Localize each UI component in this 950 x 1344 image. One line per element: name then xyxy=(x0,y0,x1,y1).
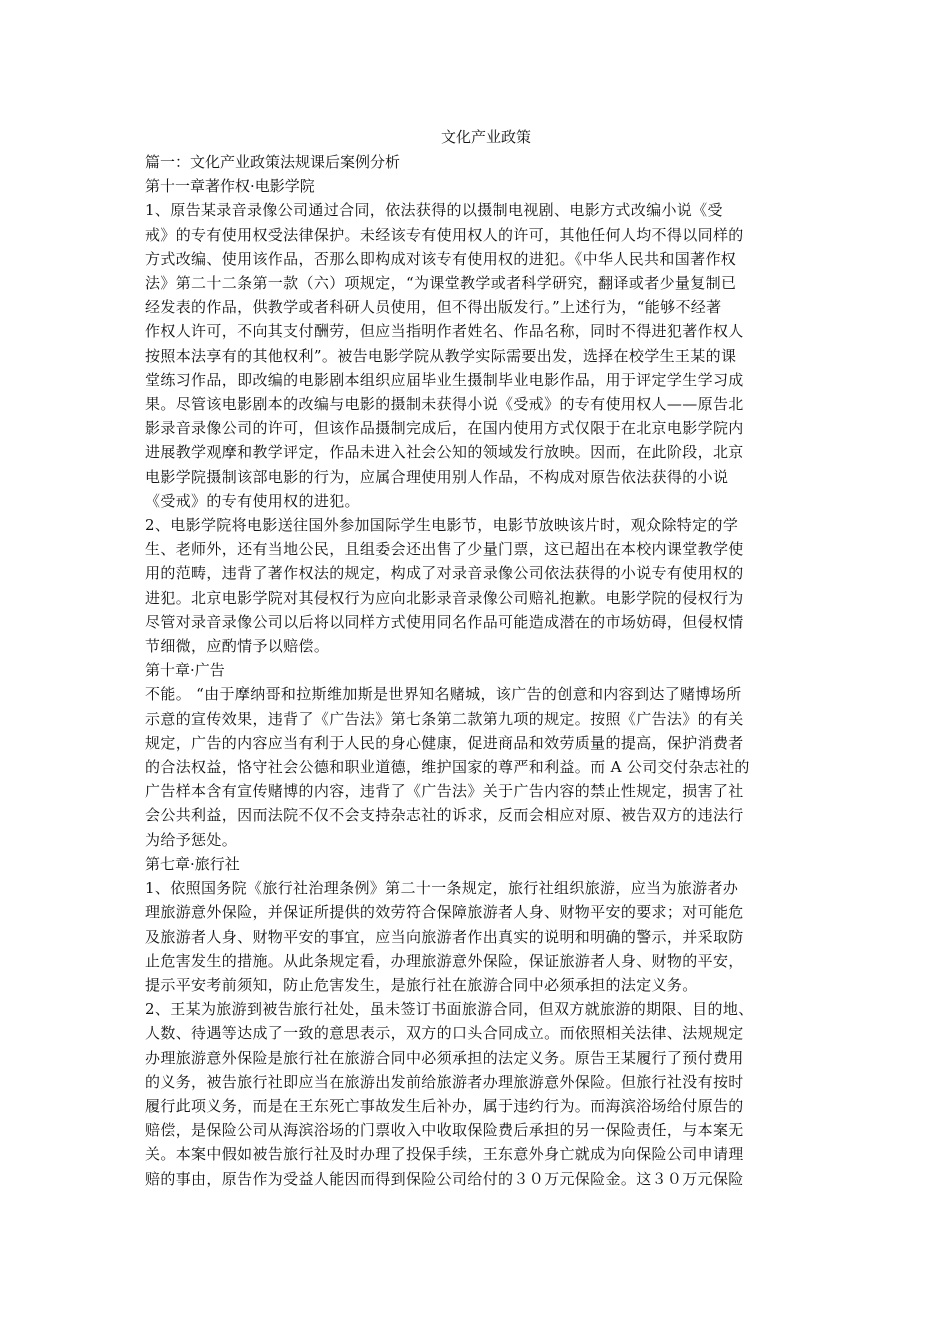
text-line: 方式改编、使用该作品，否那么即构成对该专有使用权的进犯。《中华人民共和国著作权 xyxy=(145,249,737,268)
part-heading: 篇一：文化产业政策法规课后案例分析 xyxy=(145,153,401,171)
section-heading: 第十章·广告 xyxy=(145,661,225,680)
section-heading: 第十一章著作权·电影学院 xyxy=(145,177,315,196)
text-line: 及旅游者人身、财物平安的事宜，应当向旅游者作出真实的说明和明确的警示，并采取防 xyxy=(145,927,744,946)
text-line: 为给予惩处。 xyxy=(145,830,238,849)
paragraph xyxy=(145,682,813,851)
text-line: 节细微，应酌情予以赔偿。 xyxy=(145,637,330,656)
text-line: 用的范畴，违背了著作权法的规定，构成了对录音录像公司依法获得的小说专有使用权的 xyxy=(145,564,744,583)
text-line: 履行此项义务，而是在王东死亡事故发生后补办，属于违约行为。而海滨浴场给付原告的 xyxy=(145,1096,744,1115)
text-line: 1、原告某录音录像公司通过合同，依法获得的以摄制电视剧、电影方式改编小说《受 xyxy=(145,201,723,220)
text-line: 的义务，被告旅行社即应当在旅游出发前给旅游者办理旅游意外保险。但旅行社没有按时 xyxy=(145,1072,744,1091)
text-line: 经发表的作品，供教学或者科研人员使用，但不得出版发行。”上述行为，“能够不经著 xyxy=(145,298,722,317)
section-heading: 第七章·旅行社 xyxy=(145,854,240,873)
document-title: 文化产业政策 xyxy=(440,128,531,146)
paragraph xyxy=(145,513,813,658)
text-line: 2、电影学院将电影送往国外参加国际学生电影节，电影节放映该片时，观众除特定的学 xyxy=(145,516,739,535)
text-line: 不能。 “由于摩纳哥和拉斯维加斯是世界知名赌城，该广告的创意和内容到达了赌博场所 xyxy=(145,685,742,704)
text-line: 2、王某为旅游到被告旅行社处，虽未签订书面旅游合同，但双方就旅游的期限、目的地、 xyxy=(145,1000,754,1019)
text-line: 会公共利益，因而法院不仅不会支持杂志社的诉求，反而会相应对原、被告双方的违法行 xyxy=(145,806,744,825)
text-line: 《受戒》的专有使用权的进犯。 xyxy=(145,491,360,510)
document-body xyxy=(145,174,813,1191)
paragraph xyxy=(145,876,813,997)
text-line: 果。尽管该电影剧本的改编与电影的摄制未获得小说《受戒》的专有使用权人——原告北 xyxy=(145,395,744,414)
text-line: 办理旅游意外保险是旅行社在旅游合同中必须承担的法定义务。原告王某履行了预付费用 xyxy=(145,1048,744,1067)
text-line: 法》第二十二条第一款（六）项规定，“为课堂教学或者科学研究，翻译或者少量复制已 xyxy=(145,274,737,293)
text-line: 戒》的专有使用权受法律保护。未经该专有使用权人的许可，其他任何人均不得以同样的 xyxy=(145,225,744,244)
paragraph xyxy=(145,997,813,1191)
text-line: 规定，广告的内容应当有利于人民的身心健康，促进商品和效劳质量的提高，保护消费者 xyxy=(145,733,744,752)
text-line: 电影学院摄制该部电影的行为，应属合理使用别人作品，不构成对原告依法获得的小说 xyxy=(145,467,729,486)
text-line: 堂练习作品，即改编的电影剧本组织应届毕业生摄制毕业电影作品，用于评定学生学习成 xyxy=(145,370,744,389)
text-line: 生、老师外，还有当地公民，且组委会还出售了少量门票，这已超出在本校内课堂教学使 xyxy=(145,540,744,559)
text-line: 赔偿，是保险公司从海滨浴场的门票收入中收取保险费后承担的另一保险责任，与本案无 xyxy=(145,1121,744,1140)
text-line: 按照本法享有的其他权利”。被告电影学院从教学实际需要出发，选择在校学生王某的课 xyxy=(145,346,737,365)
text-line: 人数、待遇等达成了一致的意思表示，双方的口头合同成立。而依照相关法律、法规规定 xyxy=(145,1024,744,1043)
text-line: 理旅游意外保险，并保证所提供的效劳符合保障旅游者人身、财物平安的要求；对可能危 xyxy=(145,903,744,922)
text-line: 赔的事由，原告作为受益人能因而得到保险公司给付的３０万元保险金。这３０万元保险 xyxy=(145,1169,744,1188)
text-line: 作权人许可，不向其支付酬劳，但应当指明作者姓名、作品名称，同时不得进犯著作权人 xyxy=(145,322,744,341)
text-line: 提示平安考前须知，防止危害发生，是旅行社在旅游合同中必须承担的法定义务。 xyxy=(145,975,698,994)
paragraph xyxy=(145,198,813,513)
text-line: 关。本案中假如被告旅行社及时办理了投保手续，王东意外身亡就成为向保险公司申请理 xyxy=(145,1145,744,1164)
text-line: 止危害发生的措施。从此条规定看，办理旅游意外保险，保证旅游者人身、财物的平安， xyxy=(145,951,744,970)
text-line: 进犯。北京电影学院对其侵权行为应向北影录音录像公司赔礼抱歉。电影学院的侵权行为 xyxy=(145,588,744,607)
document-page xyxy=(145,126,813,1191)
text-line: 的合法权益，恪守社会公德和职业道德，维护国家的尊严和利益。而 A 公司交付杂志社的 xyxy=(145,758,750,777)
text-line: 影录音录像公司的许可，但该作品摄制完成后，在国内使用方式仅限于在北京电影学院内 xyxy=(145,419,744,438)
text-line: 广告样本含有宣传赌博的内容，违背了《广告法》关于广告内容的禁止性规定，损害了社 xyxy=(145,782,744,801)
text-line: 1、依照国务院《旅行社治理条例》第二十一条规定，旅行社组织旅游，应当为旅游者办 xyxy=(145,879,739,898)
text-line: 尽管对录音录像公司以后将以同样方式使用同名作品可能造成潜在的市场妨碍，但侵权情 xyxy=(145,612,744,631)
text-line: 进展教学观摩和教学评定，作品未进入社会公知的领域发行放映。因而，在此阶段，北京 xyxy=(145,443,744,462)
text-line: 示意的宣传效果，违背了《广告法》第七条第二款第九项的规定。按照《广告法》的有关 xyxy=(145,709,744,728)
